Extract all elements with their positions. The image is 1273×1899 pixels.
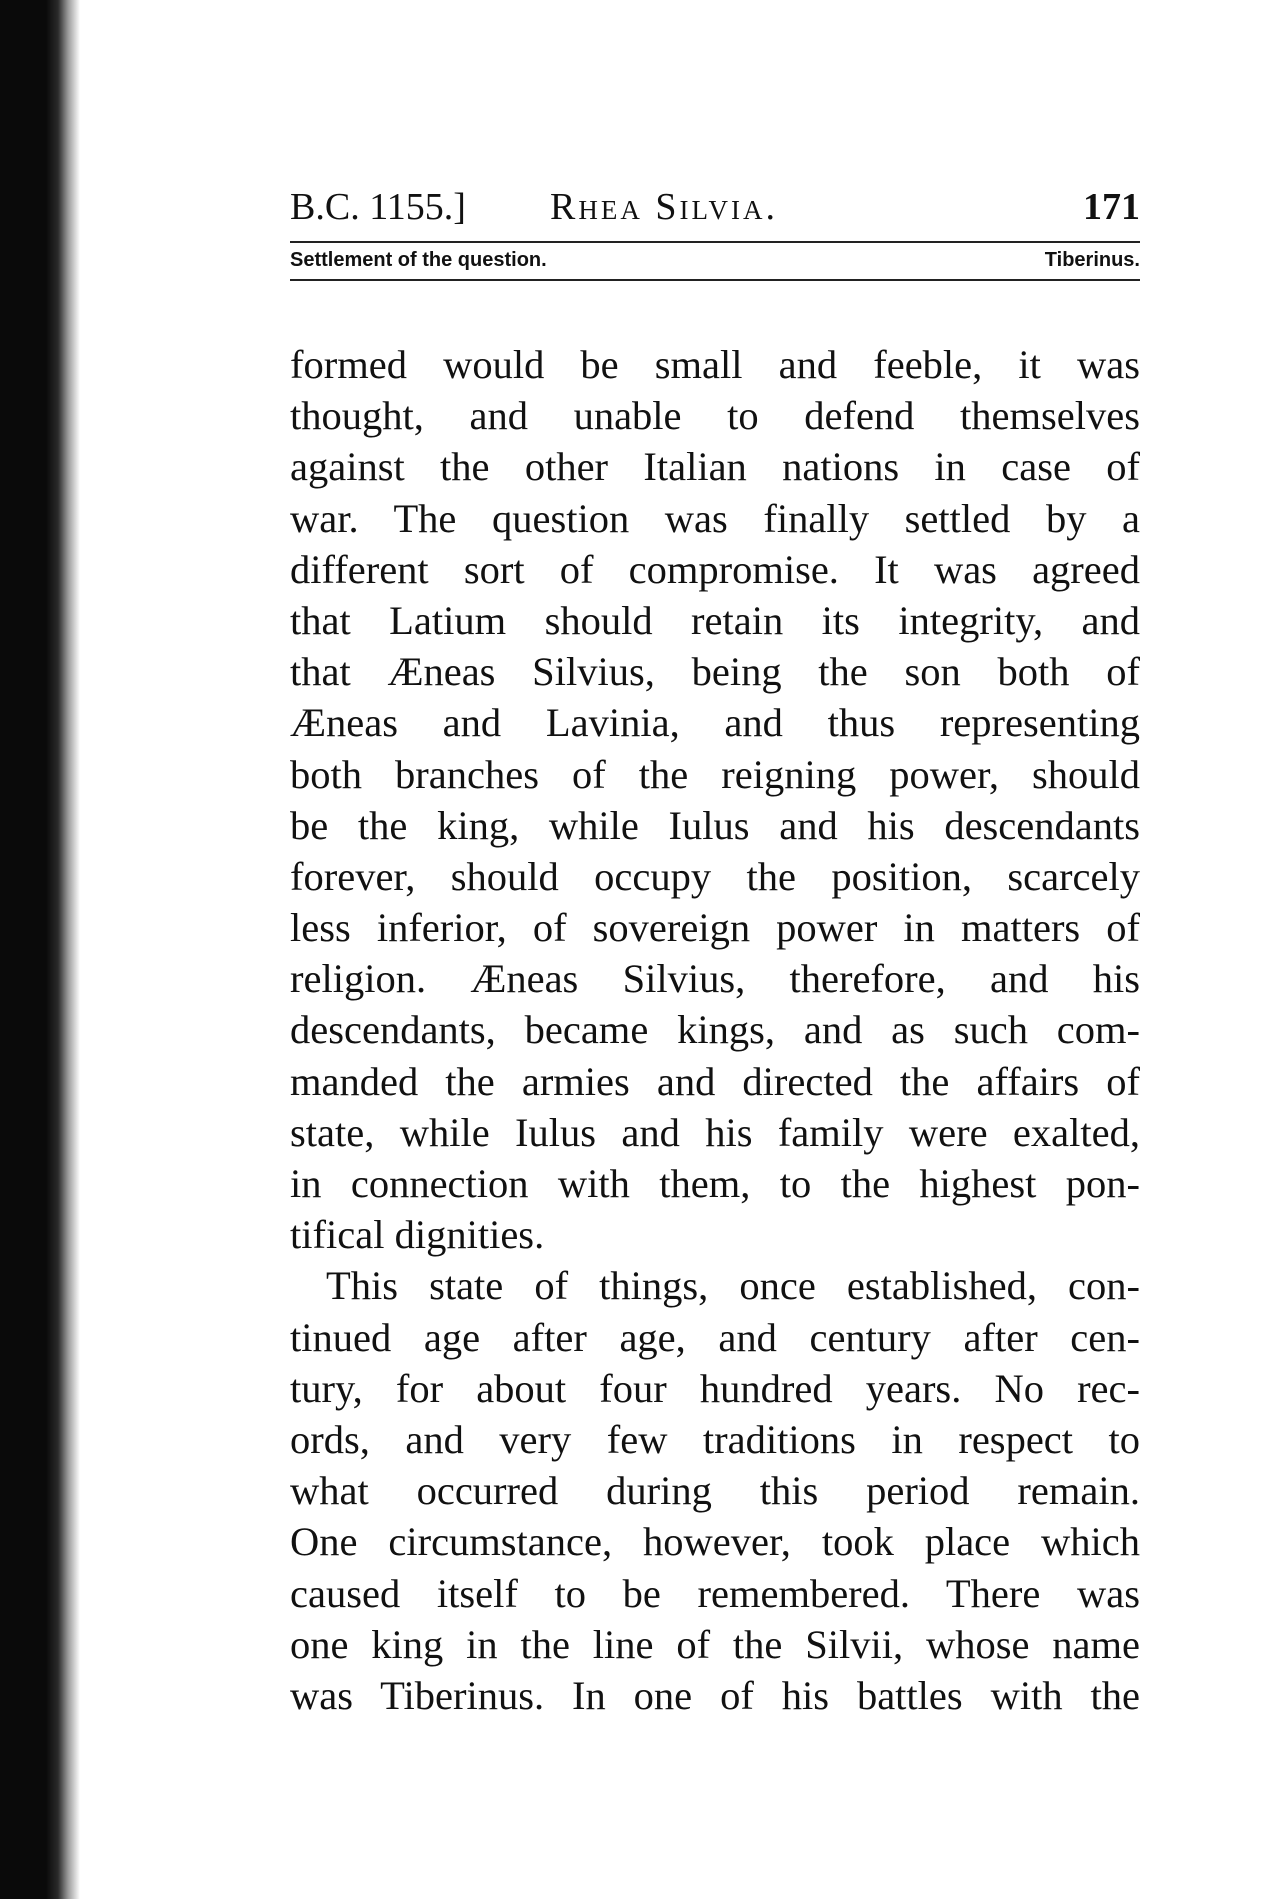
text-line: that Latium should retain its integrity, and (290, 597, 1140, 643)
header-rule-top (290, 241, 1140, 243)
page-number: 171 (1083, 186, 1140, 228)
text-line: descendants, became kings, and as such com- (290, 1007, 1140, 1053)
text-line: in connection with them, to the highest pon- (290, 1161, 1140, 1206)
text-line: one king in the line of the Silvii, whose name (290, 1621, 1140, 1667)
text-line: This state of things, once established, con- (326, 1263, 1140, 1309)
date-heading: B.C. 1155.] (290, 186, 466, 228)
text-line: both branches of the reigning power, should (290, 751, 1140, 797)
text-line: ords, and very few traditions in respect to (290, 1416, 1140, 1462)
text-line: tinued age after age, and century after cen- (290, 1314, 1140, 1360)
paragraph-2 (290, 1260, 1140, 1721)
text-line: religion. Æneas Silvius, therefore, and his (290, 956, 1140, 1002)
text-line: was Tiberinus. In one of his battles with the (290, 1672, 1140, 1718)
text-line: what occurred during this period remain. (290, 1468, 1140, 1514)
text-line: be the king, while Iulus and his descendants (290, 802, 1140, 848)
text-line: manded the armies and directed the affairs of (290, 1058, 1140, 1104)
subhead-topic: Settlement of the question. (290, 249, 547, 271)
text-line: caused itself to be remembered. There was (290, 1570, 1140, 1616)
text-line: against the other Italian nations in case of (290, 444, 1140, 490)
paragraph-1 (290, 339, 1140, 1260)
text-line: tury, for about four hundred years. No rec- (290, 1365, 1140, 1411)
text-line: Æneas and Lavinia, and thus representing (290, 700, 1140, 746)
running-head (290, 185, 1140, 233)
text-line: that Æneas Silvius, being the son both of (290, 649, 1140, 695)
text-line: different sort of compromise. It was agreed (290, 546, 1140, 592)
text-line: tifical dignities. (290, 1212, 545, 1258)
text-line: forever, should occupy the position, scarcely (290, 853, 1140, 899)
text-line: thought, and unable to defend themselves (290, 393, 1140, 439)
text-line: One circumstance, however, took place which (290, 1519, 1140, 1565)
text-line: less inferior, of sovereign power in matters of (290, 905, 1140, 951)
text-line: formed would be small and feeble, it was (290, 342, 1140, 387)
text-line: war. The question was finally settled by a (290, 495, 1140, 541)
header-rule-bottom (290, 279, 1140, 281)
book-page (290, 185, 1140, 1721)
binding-shadow (0, 0, 80, 1899)
chapter-title: Rhea Silvia. (550, 186, 778, 228)
body-text (290, 339, 1140, 1721)
text-line: state, while Iulus and his family were exalted, (290, 1109, 1140, 1155)
subhead (290, 249, 1140, 279)
subhead-name: Tiberinus. (1044, 249, 1140, 271)
